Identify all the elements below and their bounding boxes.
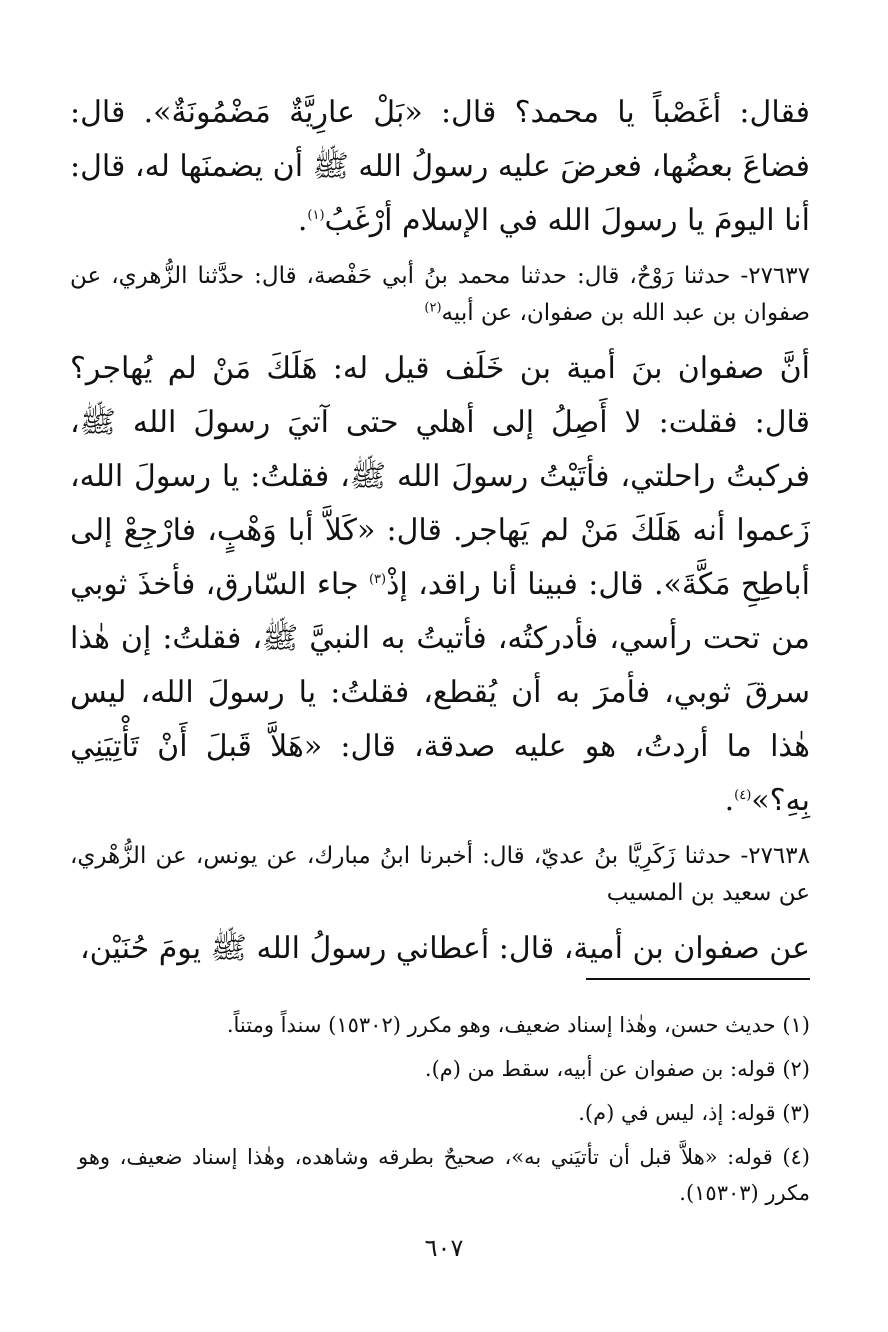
isnad-27638-text: ٢٧٦٣٨- حدثنا زَكَرِيَّا بنُ عديّ، قال: أخبرنا ابنُ مبارك، عن يونس، عن الزُّهْري، عن سعيد بن المسيب <box>70 843 810 906</box>
hadith-text-2 <box>70 342 810 828</box>
page-number: ٦٠٧ <box>424 1234 464 1262</box>
footnote-ref-4[interactable]: (٤) <box>734 788 752 803</box>
isnad-27637-text: ٢٧٦٣٧- حدثنا رَوْحٌ، قال: حدثنا محمد بنُ أبي حَفْصة، قال: حدَّثنا الزُّهري، عن صفوان بن عبد الله بن صفوان، عن أبيه <box>70 263 810 326</box>
footnote-separator <box>586 978 810 980</box>
hadith-text-1-body: فقال: أغَصْباً يا محمد؟ قال: «بَلْ عارِيَّةٌ مَضْمُونَةٌ». قال: فضاعَ بعضُها، فعرضَ عليه رسولُ الله ﷺ أن يضمنَها له، قال: أنا اليومَ يا رسولَ الله في الإسلام أرْغَبُ <box>70 95 810 238</box>
isnad-27637 <box>70 258 810 332</box>
hadith-text-1 <box>70 86 810 248</box>
footnote-4: (٤) قوله: «هلاَّ قبل أن تأتيَني به»، صحيحٌ بطرقه وشاهده، وهٰذا إسناد ضعيف، وهو مكرر (١٥٣٠٣). <box>78 1145 810 1205</box>
hadith-text-2-part-a: أنَّ صفوان بنَ أمية بن خَلَف قيل له: هَلَكَ مَنْ لم يُهاجر؟ قال: فقلت: لا أَصِلُ إلى أهلي حتى آتيَ رسولَ الله ﷺ، فركبتُ راحلتي، فأتَيْتُ رسولَ الله ﷺ، فقلتُ: يا رسولَ الله، زَعموا أنه هَلَكَ مَنْ لم يَهاجر. قال: «كَلاَّ أبا وَهْبٍ، فارْجِعْ إلى أباطِحِ مَكَّةَ». قال: فبينا أنا راقد، إذْ <box>70 351 810 602</box>
isnad-27638 <box>70 838 810 912</box>
period: . <box>297 203 308 238</box>
footnote-1: (١) حديث حسن، وهٰذا إسناد ضعيف، وهو مكرر (١٥٣٠٢) سنداً ومتناً. <box>226 1013 810 1037</box>
footnote-ref-3[interactable]: (٣) <box>368 572 387 587</box>
hadith-text-3-body: عن صفوان بن أمية، قال: أعطاني رسولُ الله ﷺ يومَ حُنَيْن، <box>80 931 810 966</box>
footnote-3: (٣) قوله: إذ، ليس في (م). <box>578 1101 810 1125</box>
period: . <box>724 783 735 818</box>
footnote-2: (٢) قوله: بن صفوان عن أبيه، سقط من (م). <box>424 1057 810 1081</box>
hadith-text-3 <box>70 922 810 976</box>
footnotes <box>78 1007 810 1219</box>
footnote-ref-2[interactable]: (٢) <box>424 300 442 316</box>
main-text <box>70 86 810 976</box>
hadith-text-2-part-b: جاء السّارق، فأخذَ ثوبي من تحت رأسي، فأدركتُه، فأتيتُ به النبيَّ ﷺ، فقلتُ: إن هٰذا سرقَ ثوبي، فأمرَ به أن يُقطع، فقلتُ: يا رسولَ الله، ليس هٰذا ما أردتُ، هو عليه صدقة، قال: «هَلاَّ قَبلَ أَنْ تَأْتِيَنِي بِهِ؟» <box>70 567 810 818</box>
footnote-ref-1[interactable]: (١) <box>307 208 325 223</box>
